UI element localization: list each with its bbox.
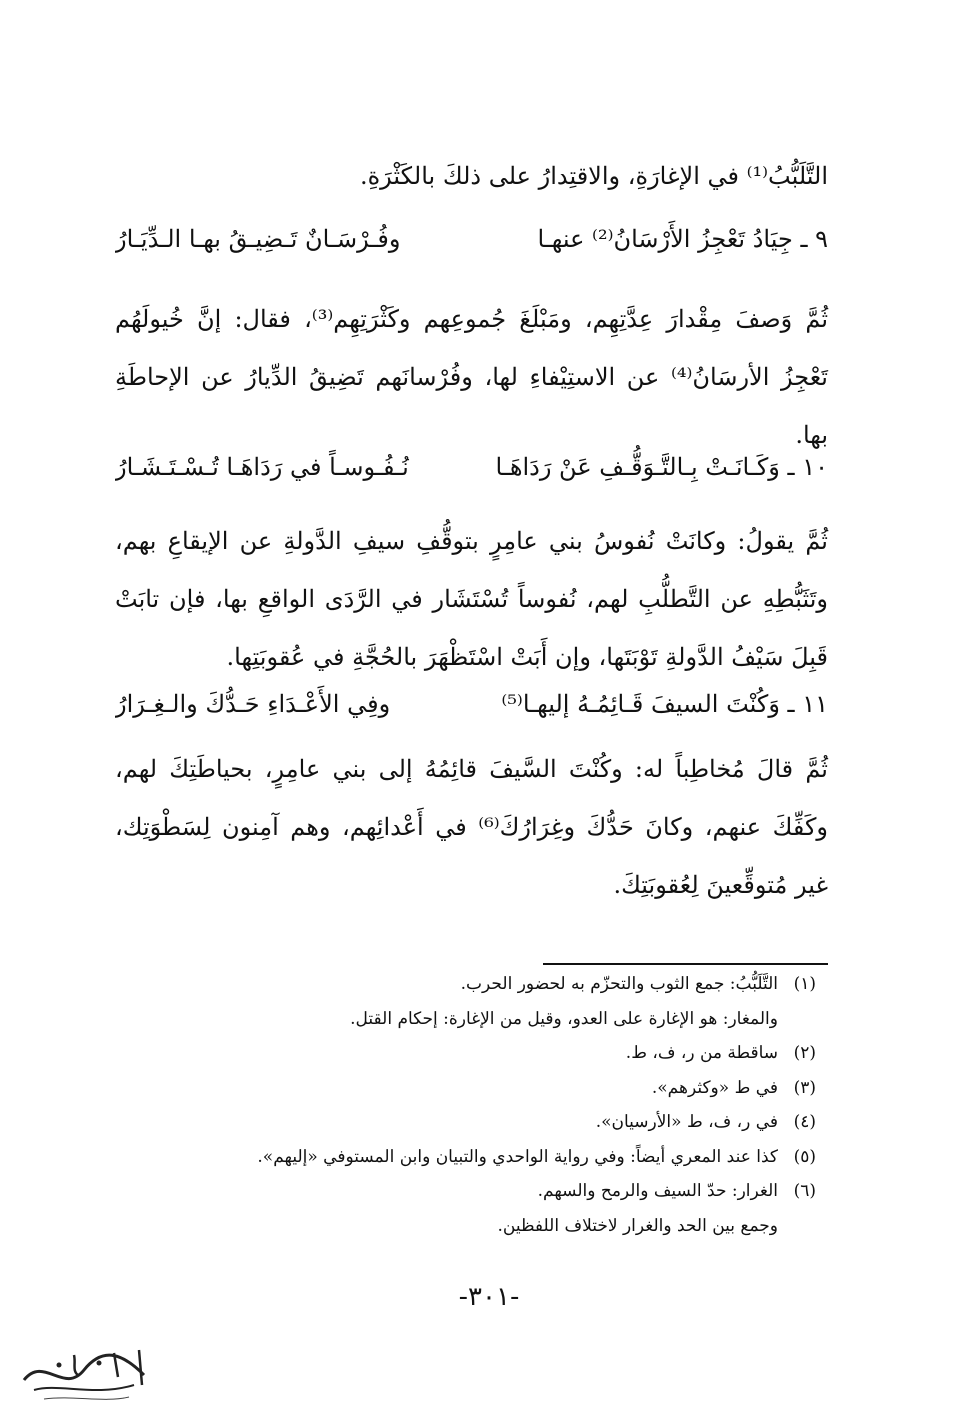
verse-11-first: ١١ ـ وَكُنْتَ السيفَ قَـائِمُـهُ إليهـا⁽⁵⁾ [501, 690, 828, 718]
footnote-row: والمغار: هو الإغارة على العدو، وقيل من الإغارة: إحكام القتل. [350, 1008, 778, 1029]
footnote-divider [543, 963, 828, 965]
verse-10-first: ١٠ ـ وَكَـانَـتْ بِـالتَّـوَقُّـفِ عَنْ رَدَاهَـا [495, 453, 828, 481]
footnote-row: (٤)في ر، ف، ط «الأرسيان». [595, 1112, 816, 1132]
verse-9-second: وفُـرْسَـانٌ تَـضِيـقُ بهـا الـدِّيَـارُ [115, 225, 401, 253]
footnote-row: (٢)ساقطة من ر، ف، ط. [625, 1043, 816, 1063]
footnote-row: (٣)في ط «وكثرهم». [651, 1077, 816, 1098]
verse-11-second: وفِي الأَعْـدَاءِ حَـدُّكَ والـغِـرَارُ [115, 690, 391, 718]
calligraphy-logo-icon [14, 1335, 164, 1407]
page-number: -٣٠١- [458, 1282, 520, 1312]
footnote-row: (٥)كذا عند المعري أيضاً: وفي رواية الواحدي والتبيان وابن المستوفي «إليهم». [257, 1146, 816, 1167]
verse-10-second: نُـفُـوسـاً في رَدَاهَـا تُـسْـتَـشَـارُ [115, 453, 409, 481]
watermark-logo [14, 1335, 164, 1407]
verse-11 [115, 680, 828, 728]
opening-line: التَّلَبُّبُ⁽¹⁾ في الإغارَةِ، والاقتِدارُ على ذلكَ بالكَثْرَةِ. [359, 162, 828, 190]
commentary-11: ثُمَّ قالَ مُخاطِباً له: وكُنْتَ السَّيفَ قائِمُهُ إلى بني عامِرٍ، بحياطَتِكَ لهم، وكَفِّكَ عنهم، وكانَ حَدُّكَ وغِرَارُكَ⁽⁶⁾ في أَعْدائِهم، وهم آمِنون لِسَطْوَتِك، غير مُتوقِّعينَ لِعُقوبَتِكَ. [115, 755, 828, 899]
footnote-row: وجمع بين الحد والغرار لاختلاف اللفظين. [497, 1215, 778, 1236]
verse-9-first: ٩ ـ جِيَادُ تَعْجِزُ الأَرْسَانُ⁽²⁾ عنهـا [537, 225, 828, 253]
footnote-row: (٦)الغرار: حدّ السيف والرمح والسهم. [537, 1181, 816, 1201]
commentary-10: ثُمَّ يقولُ: وكانَتْ نُفوسُ بني عامِرٍ بتوقُّفِ سيفِ الدَّولةِ عن الإيقاعِ بهم، وتَثَبُّطِهِ عن التَّطلُّبِ لهم، نُفوساً تُسْتَشَار في الرَّدَى الواقعِ بها، فإن تابَتْ قَبِلَ سَيْفُ الدَّولةِ تَوْبَتَها، وإن أَبَتْ اسْتَظْهَرَ بالحُجَّةِ في عُقوبَتِها. [115, 527, 829, 671]
footnote-row: (١)التَّلَبُّبُ: جمع الثوب والتحزّم به لحضور الحرب. [460, 974, 816, 994]
verse-9 [115, 215, 828, 263]
verse-10 [115, 443, 828, 491]
footnotes [150, 967, 816, 1243]
commentary-9: ثُمَّ وَصفَ مِقْدارَ عِدَّتِهِم، ومَبْلَغَ جُموعِهم وكَثْرَتِهِم⁽³⁾، فقال: إنَّ خُيولَهُم تَعْجِزُ الأرسَانُ⁽⁴⁾ عن الاستِيْفاءِ لها، وفُرْسانَهم تَضِيقُ الدِّيارُ عن الإحاطَةِ بها. [115, 305, 829, 449]
